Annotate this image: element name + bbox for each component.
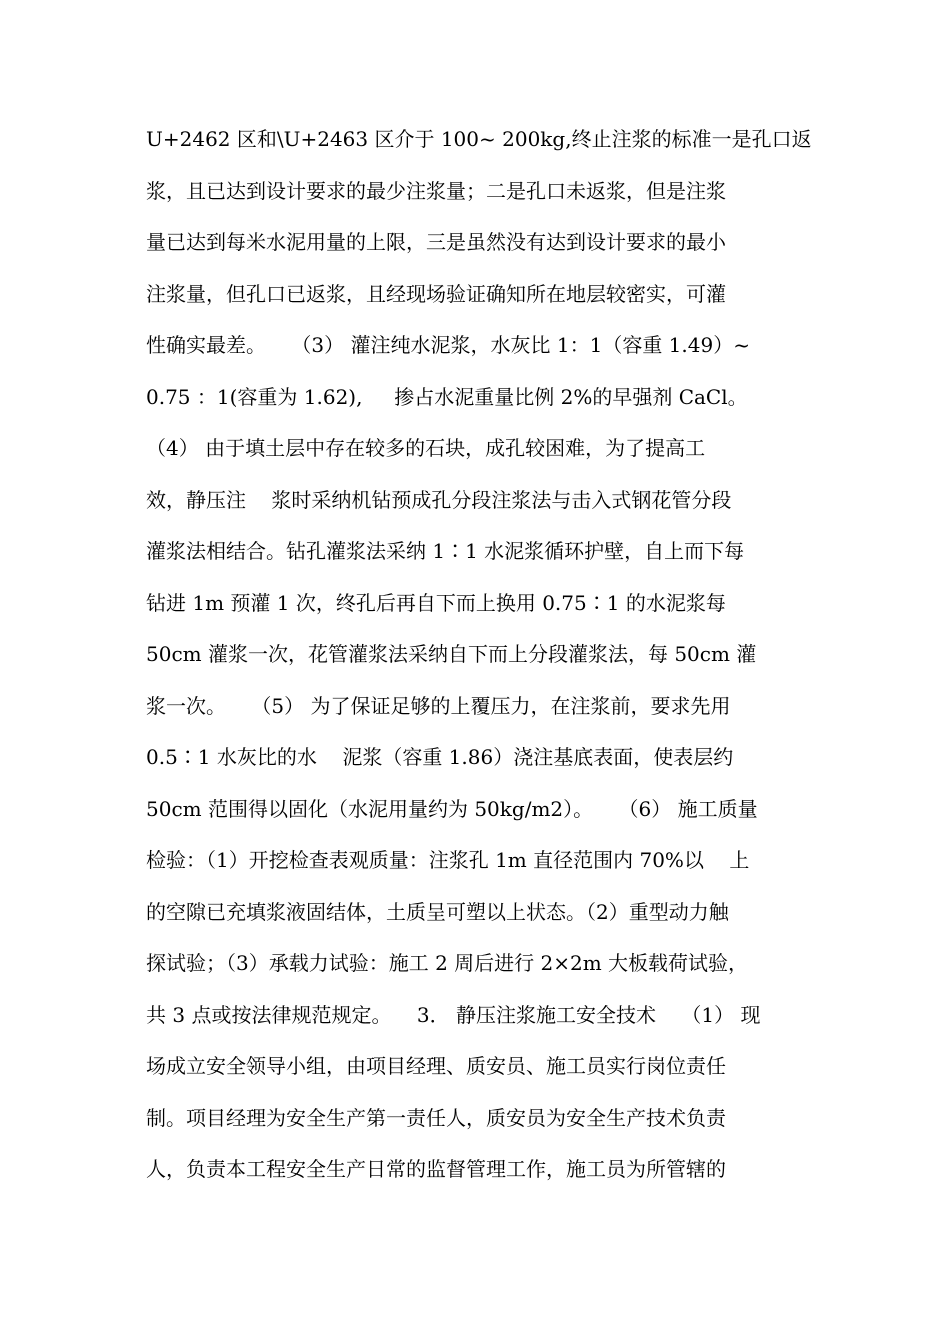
text-line: 人，负责本工程安全生产日常的监督管理工作，施工员为所管辖的 (146, 1157, 726, 1181)
text-line: 检验：（1）开挖检查表观质量：注浆孔 1m 直径范围内 70%以 上 (146, 848, 750, 872)
text-line: 探试验；（3）承载力试验：施工 2 周后进行 2×2m 大板载荷试验， (146, 951, 749, 975)
text-line: 性确实最差。 （3） 灌注纯水泥浆，水灰比 1：1（容重 1.49）~ (146, 333, 750, 357)
text-line: 浆一次。 （5） 为了保证足够的上覆压力，在注浆前，要求先用 (146, 693, 731, 718)
text-line: 量已达到每米水泥用量的上限，三是虽然没有达到设计要求的最小 (146, 230, 726, 254)
text-line: 灌浆法相结合。钻孔灌浆法采纳 1∶1 水泥浆循环护壁，自上而下每 (146, 539, 745, 563)
text-line: （4） 由于填土层中存在较多的石块，成孔较困难，为了提高工 (146, 436, 706, 460)
text-line: 50cm 范围得以固化（水泥用量约为 50kg/m2）。 （6） 施工质量 (146, 796, 758, 821)
text-line: 浆，且已达到设计要求的最少注浆量；二是孔口未返浆，但是注浆 (146, 178, 726, 203)
text-line: 钻进 1m 预灌 1 次，终孔后再自下而上换用 0.75∶1 的水泥浆每 (146, 590, 726, 615)
text-line: 的空隙已充填浆液固结体，土质呈可塑以上状态。（2）重型动力触 (146, 899, 729, 924)
text-line: 注浆量，但孔口已返浆，且经现场验证确知所在地层较密实，可灌 (146, 281, 726, 306)
text-line: 共 3 点或按法律规范规定。 3． 静压注浆施工安全技术 （1） 现 (146, 1002, 761, 1027)
text-line: 效，静压注 浆时采纳机钻预成孔分段注浆法与击入式钢花管分段 (146, 487, 732, 512)
text-line: 制。项目经理为安全生产第一责任人，质安员为安全生产技术负责 (146, 1105, 726, 1130)
body-text (146, 114, 826, 1196)
text-line: 场成立安全领导小组，由项目经理、质安员、施工员实行岗位责任 (146, 1054, 726, 1078)
text-line: 0.5∶1 水灰比的水 泥浆（容重 1.86）浇注基底表面，使表层约 (146, 745, 734, 769)
text-line: 0.75 ：1(容重为 1.62), 掺占水泥重量比例 2%的早强剂 CaCl。 (146, 384, 748, 409)
text-line: U+2462 区和\U+2463 区介于 100~ 200kg,终止注浆的标准一是孔口返 (146, 127, 812, 151)
text-line: 50cm 灌浆一次，花管灌浆法采纳自下而上分段灌浆法，每 50cm 灌 (146, 642, 757, 666)
